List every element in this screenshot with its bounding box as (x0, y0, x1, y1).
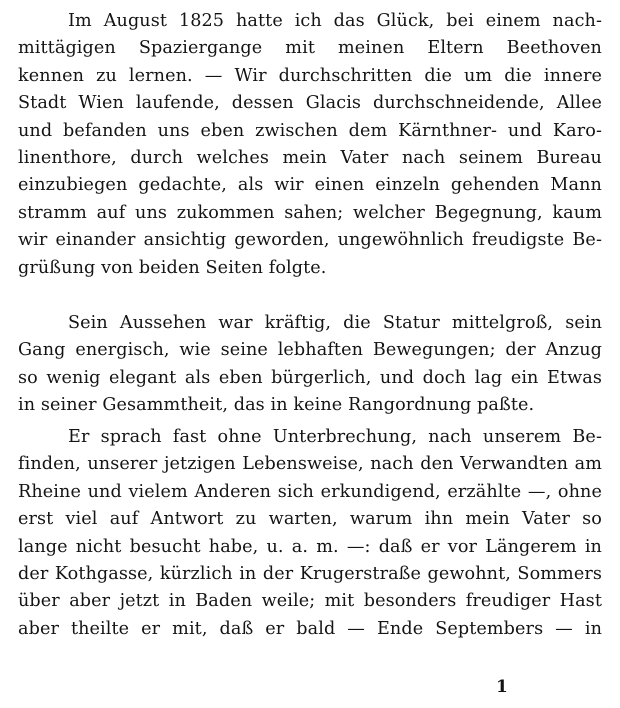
text-line: der Kothgasse, kürzlich in der Krugerstraße gewohnt, Sommers (18, 563, 602, 584)
text-line: aber theilte er mit, daß er bald — Ende Septembers — in (18, 618, 602, 639)
text-line: linenthore, durch welches mein Vater nach seinem Bureau (18, 147, 602, 168)
text-line: in seiner Gesammtheit, das in keine Rangordnung paßte. (18, 395, 535, 416)
text-line: lange nicht besucht habe, u. a. m. —: daß er vor Längerem in (18, 536, 602, 557)
text-line: Im August 1825 hatte ich das Glück, bei einem nach- (68, 11, 602, 31)
text-line: Rheine und vielem Anderen sich erkundigend, erzählte —, ohne (18, 481, 602, 502)
text-line: stramm auf uns zukommen sahen; welcher Begegnung, kaum (18, 202, 602, 223)
paragraph-3 (18, 424, 602, 643)
text-line: Stadt Wien laufende, dessen Glacis durchschneidende, Allee (18, 93, 602, 114)
page-number: 1 (496, 677, 508, 697)
text-line: kennen zu lernen. — Wir durchschritten die um die innere (18, 65, 602, 86)
text-line: mittägigen Spaziergange mit meinen Eltern Beethoven (18, 38, 602, 59)
text-line: so wenig elegant als eben bürgerlich, und doch lag ein Etwas (18, 367, 602, 388)
text-line: einzubiegen gedachte, als wir einen einzeln gehenden Mann (18, 175, 602, 196)
text-line: Sein Aussehen war kräftig, die Statur mittelgroß, sein (68, 313, 602, 333)
text-line: finden, unserer jetzigen Lebensweise, nach den Verwandten am (18, 454, 602, 475)
text-line: erst viel auf Antwort zu warten, warum ihn mein Vater so (18, 509, 602, 530)
text-line: wir einander ansichtig geworden, ungewöhnlich freudigste Be- (18, 230, 602, 251)
text-line: Gang energisch, wie seine lebhaften Bewegungen; der Anzug (18, 340, 602, 361)
paragraph-1 (18, 8, 602, 282)
paragraph-2 (18, 310, 602, 420)
text-line: über aber jetzt in Baden weile; mit besonders freudiger Hast (18, 591, 602, 612)
text-line: und befanden uns eben zwischen dem Kärnthner- und Karo- (18, 120, 602, 141)
text-line: grüßung von beiden Seiten folgte. (18, 257, 327, 278)
text-line: Er sprach fast ohne Unterbrechung, nach unserem Be- (68, 427, 602, 447)
